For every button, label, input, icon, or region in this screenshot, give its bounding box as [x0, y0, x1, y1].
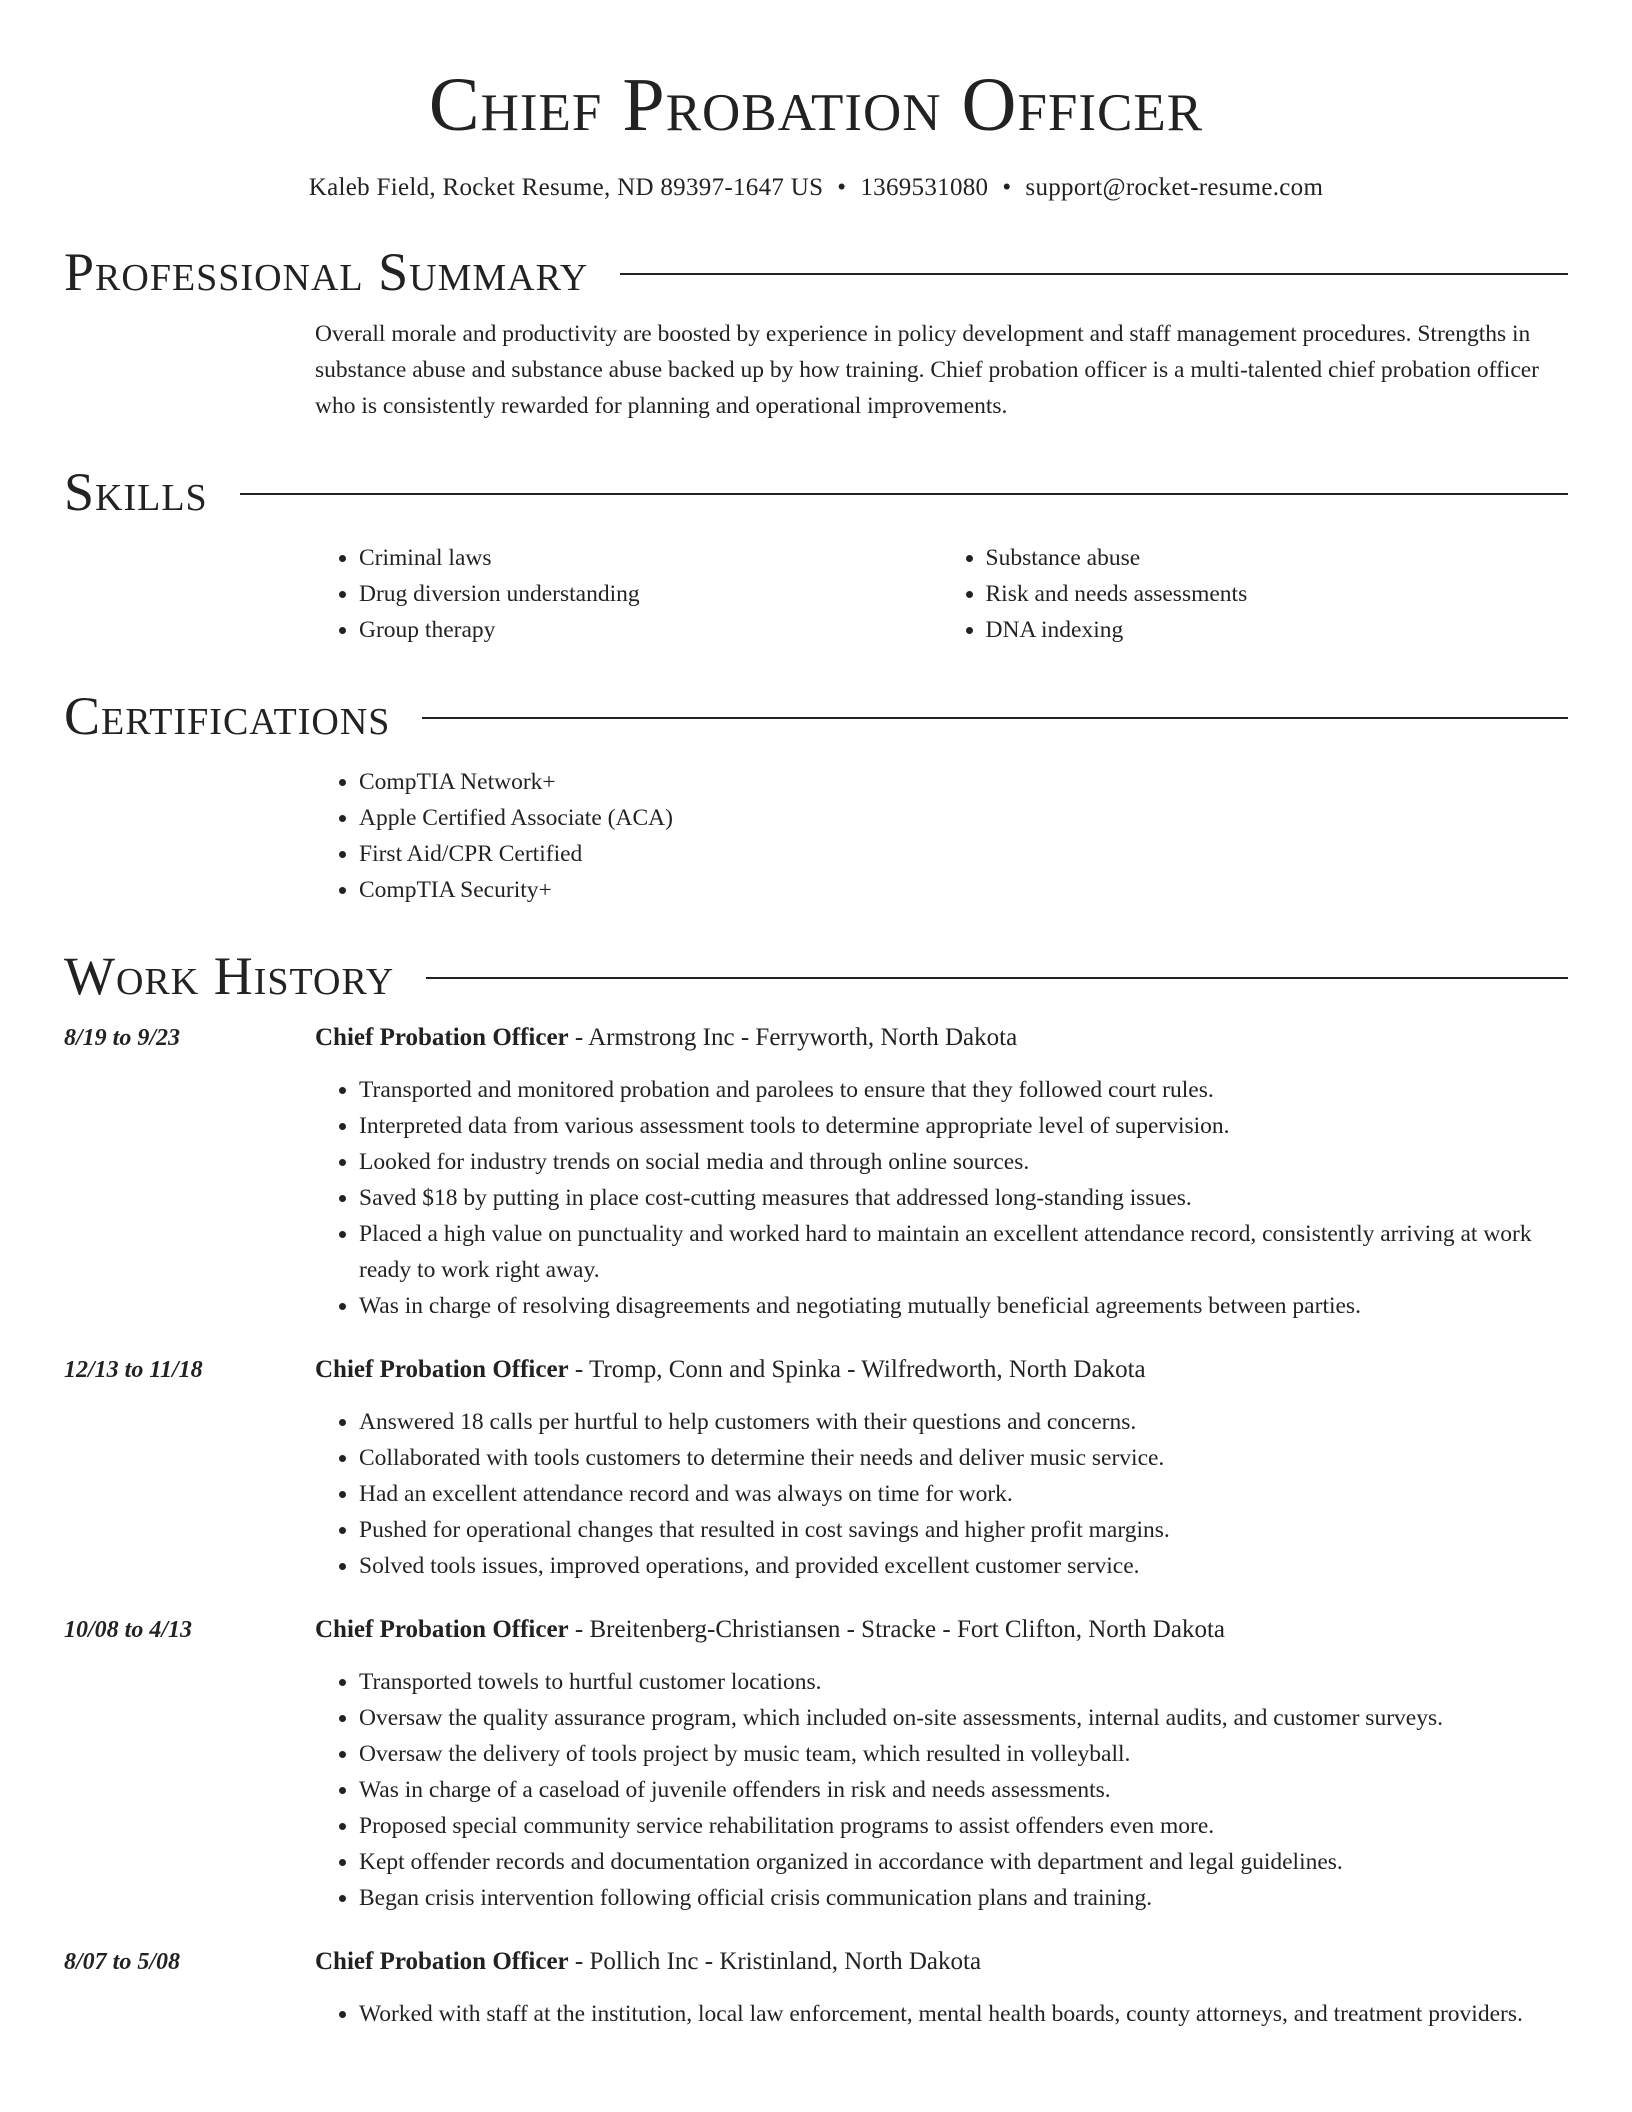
contact-separator: • — [837, 174, 847, 201]
certifications-heading: Certifications — [64, 686, 391, 746]
job-title-line — [315, 1944, 1568, 1980]
contact-phone: 1369531080 — [860, 174, 989, 201]
job-bullet: • Transported towels to hurtful customer locations. — [359, 1664, 1568, 1700]
job-bullet: • Began crisis intervention following official crisis communication plans and training. — [359, 1880, 1568, 1916]
certifications-section-header — [64, 686, 1568, 746]
job-bullet: • Proposed special community service rehabilitation programs to assist offenders even more. — [359, 1808, 1568, 1844]
job-title-line — [315, 1612, 1568, 1648]
job-bullets — [315, 1996, 1568, 2032]
certifications-list — [315, 764, 1568, 908]
job-bullet: • Oversaw the delivery of tools project by music team, which resulted in volleyball. — [359, 1736, 1568, 1772]
work-section-header — [64, 946, 1568, 1006]
job-entry — [64, 1020, 1568, 1324]
job-company: - Armstrong Inc - Ferryworth, North Dakota — [568, 1024, 1018, 1051]
job-title-line — [315, 1020, 1568, 1056]
skills-section — [315, 540, 1568, 648]
job-role: Chief Probation Officer — [315, 1024, 569, 1051]
skill-item: • Substance abuse — [986, 540, 1569, 576]
summary-section — [315, 316, 1568, 424]
section-divider — [422, 717, 1568, 719]
job-bullets — [315, 1072, 1568, 1324]
job-dates: 8/19 to 9/23 — [64, 1025, 181, 1051]
job-dates: 10/08 to 4/13 — [64, 1617, 193, 1643]
job-bullet: • Answered 18 calls per hurtful to help customers with their questions and concerns. — [359, 1404, 1568, 1440]
job-bullets — [315, 1664, 1568, 1916]
job-bullet: • Was in charge of resolving disagreements and negotiating mutually beneficial agreements between parties. — [359, 1288, 1568, 1324]
resume-page — [64, 0, 1568, 2032]
summary-section-header — [64, 242, 1568, 302]
job-entry — [64, 1612, 1568, 1916]
job-bullet: • Collaborated with tools customers to determine their needs and deliver music service. — [359, 1440, 1568, 1476]
skills-section-header — [64, 462, 1568, 522]
job-detail — [315, 1612, 1568, 1916]
skills-list-left — [315, 540, 942, 648]
job-bullet: • Had an excellent attendance record and was always on time for work. — [359, 1476, 1568, 1512]
job-detail — [315, 1352, 1568, 1584]
skill-item: • Drug diversion understanding — [359, 576, 942, 612]
summary-heading: Professional Summary — [64, 242, 589, 302]
job-company: - Tromp, Conn and Spinka - Wilfredworth, North Dakota — [568, 1356, 1146, 1383]
work-heading: Work History — [64, 946, 395, 1006]
job-bullet: • Solved tools issues, improved operations, and provided excellent customer service. — [359, 1548, 1568, 1584]
skill-item: • Risk and needs assessments — [986, 576, 1569, 612]
skill-item: • DNA indexing — [986, 612, 1569, 648]
job-dates: 12/13 to 11/18 — [64, 1357, 203, 1383]
job-bullet: • Oversaw the quality assurance program, which included on-site assessments, internal audits, and customer surveys. — [359, 1700, 1568, 1736]
certification-item: • CompTIA Security+ — [359, 872, 1568, 908]
job-bullet: • Looked for industry trends on social media and through online sources. — [359, 1144, 1568, 1180]
section-divider — [240, 493, 1568, 495]
certification-item: • First Aid/CPR Certified — [359, 836, 1568, 872]
skill-item: • Criminal laws — [359, 540, 942, 576]
summary-text: Overall morale and productivity are boosted by experience in policy development and staff management procedures. Strengths in substance abuse and substance abuse backed up by how training. Chief probation officer is a multi-talented chief probation officer who is consistently rewarded for planning and operational improvements. — [315, 321, 1540, 419]
job-detail — [315, 1020, 1568, 1324]
job-dates: 8/07 to 5/08 — [64, 1949, 181, 1975]
job-company: - Pollich Inc - Kristinland, North Dakota — [568, 1948, 982, 1975]
contact-separator: • — [1002, 174, 1012, 201]
job-bullets — [315, 1404, 1568, 1584]
job-title-line — [315, 1352, 1568, 1388]
job-bullet: • Placed a high value on punctuality and worked hard to maintain an excellent attendance record, consistently arriving at work ready to work right away. — [359, 1216, 1568, 1288]
contact-email[interactable]: support@rocket-resume.com — [1025, 174, 1324, 201]
job-detail — [315, 1944, 1568, 2032]
job-bullet: • Interpreted data from various assessment tools to determine appropriate level of supervision. — [359, 1108, 1568, 1144]
skills-list-right — [942, 540, 1569, 648]
contact-line — [64, 172, 1568, 204]
job-bullet: • Kept offender records and documentation organized in accordance with department and legal guidelines. — [359, 1844, 1568, 1880]
job-bullet: • Worked with staff at the institution, local law enforcement, mental health boards, county attorneys, and treatment providers. — [359, 1996, 1568, 2032]
job-bullet: • Transported and monitored probation and parolees to ensure that they followed court rules. — [359, 1072, 1568, 1108]
job-role: Chief Probation Officer — [315, 1948, 569, 1975]
job-entry — [64, 1352, 1568, 1584]
job-bullet: • Pushed for operational changes that resulted in cost savings and higher profit margins. — [359, 1512, 1568, 1548]
skill-item: • Group therapy — [359, 612, 942, 648]
section-divider — [620, 273, 1568, 275]
certifications-section — [315, 764, 1568, 908]
job-role: Chief Probation Officer — [315, 1616, 569, 1643]
skills-heading: Skills — [64, 462, 208, 522]
job-entry — [64, 1944, 1568, 2032]
certification-item: • CompTIA Network+ — [359, 764, 1568, 800]
certification-item: • Apple Certified Associate (ACA) — [359, 800, 1568, 836]
resume-title: Chief Probation Officer — [428, 63, 1204, 147]
job-bullet: • Saved $18 by putting in place cost-cutting measures that addressed long-standing issues. — [359, 1180, 1568, 1216]
job-bullet: • Was in charge of a caseload of juvenile offenders in risk and needs assessments. — [359, 1772, 1568, 1808]
job-company: - Breitenberg-Christiansen - Stracke - Fort Clifton, North Dakota — [568, 1616, 1225, 1643]
contact-address: Kaleb Field, Rocket Resume, ND 89397-1647 US — [308, 174, 824, 201]
job-role: Chief Probation Officer — [315, 1356, 569, 1383]
section-divider — [426, 977, 1568, 979]
